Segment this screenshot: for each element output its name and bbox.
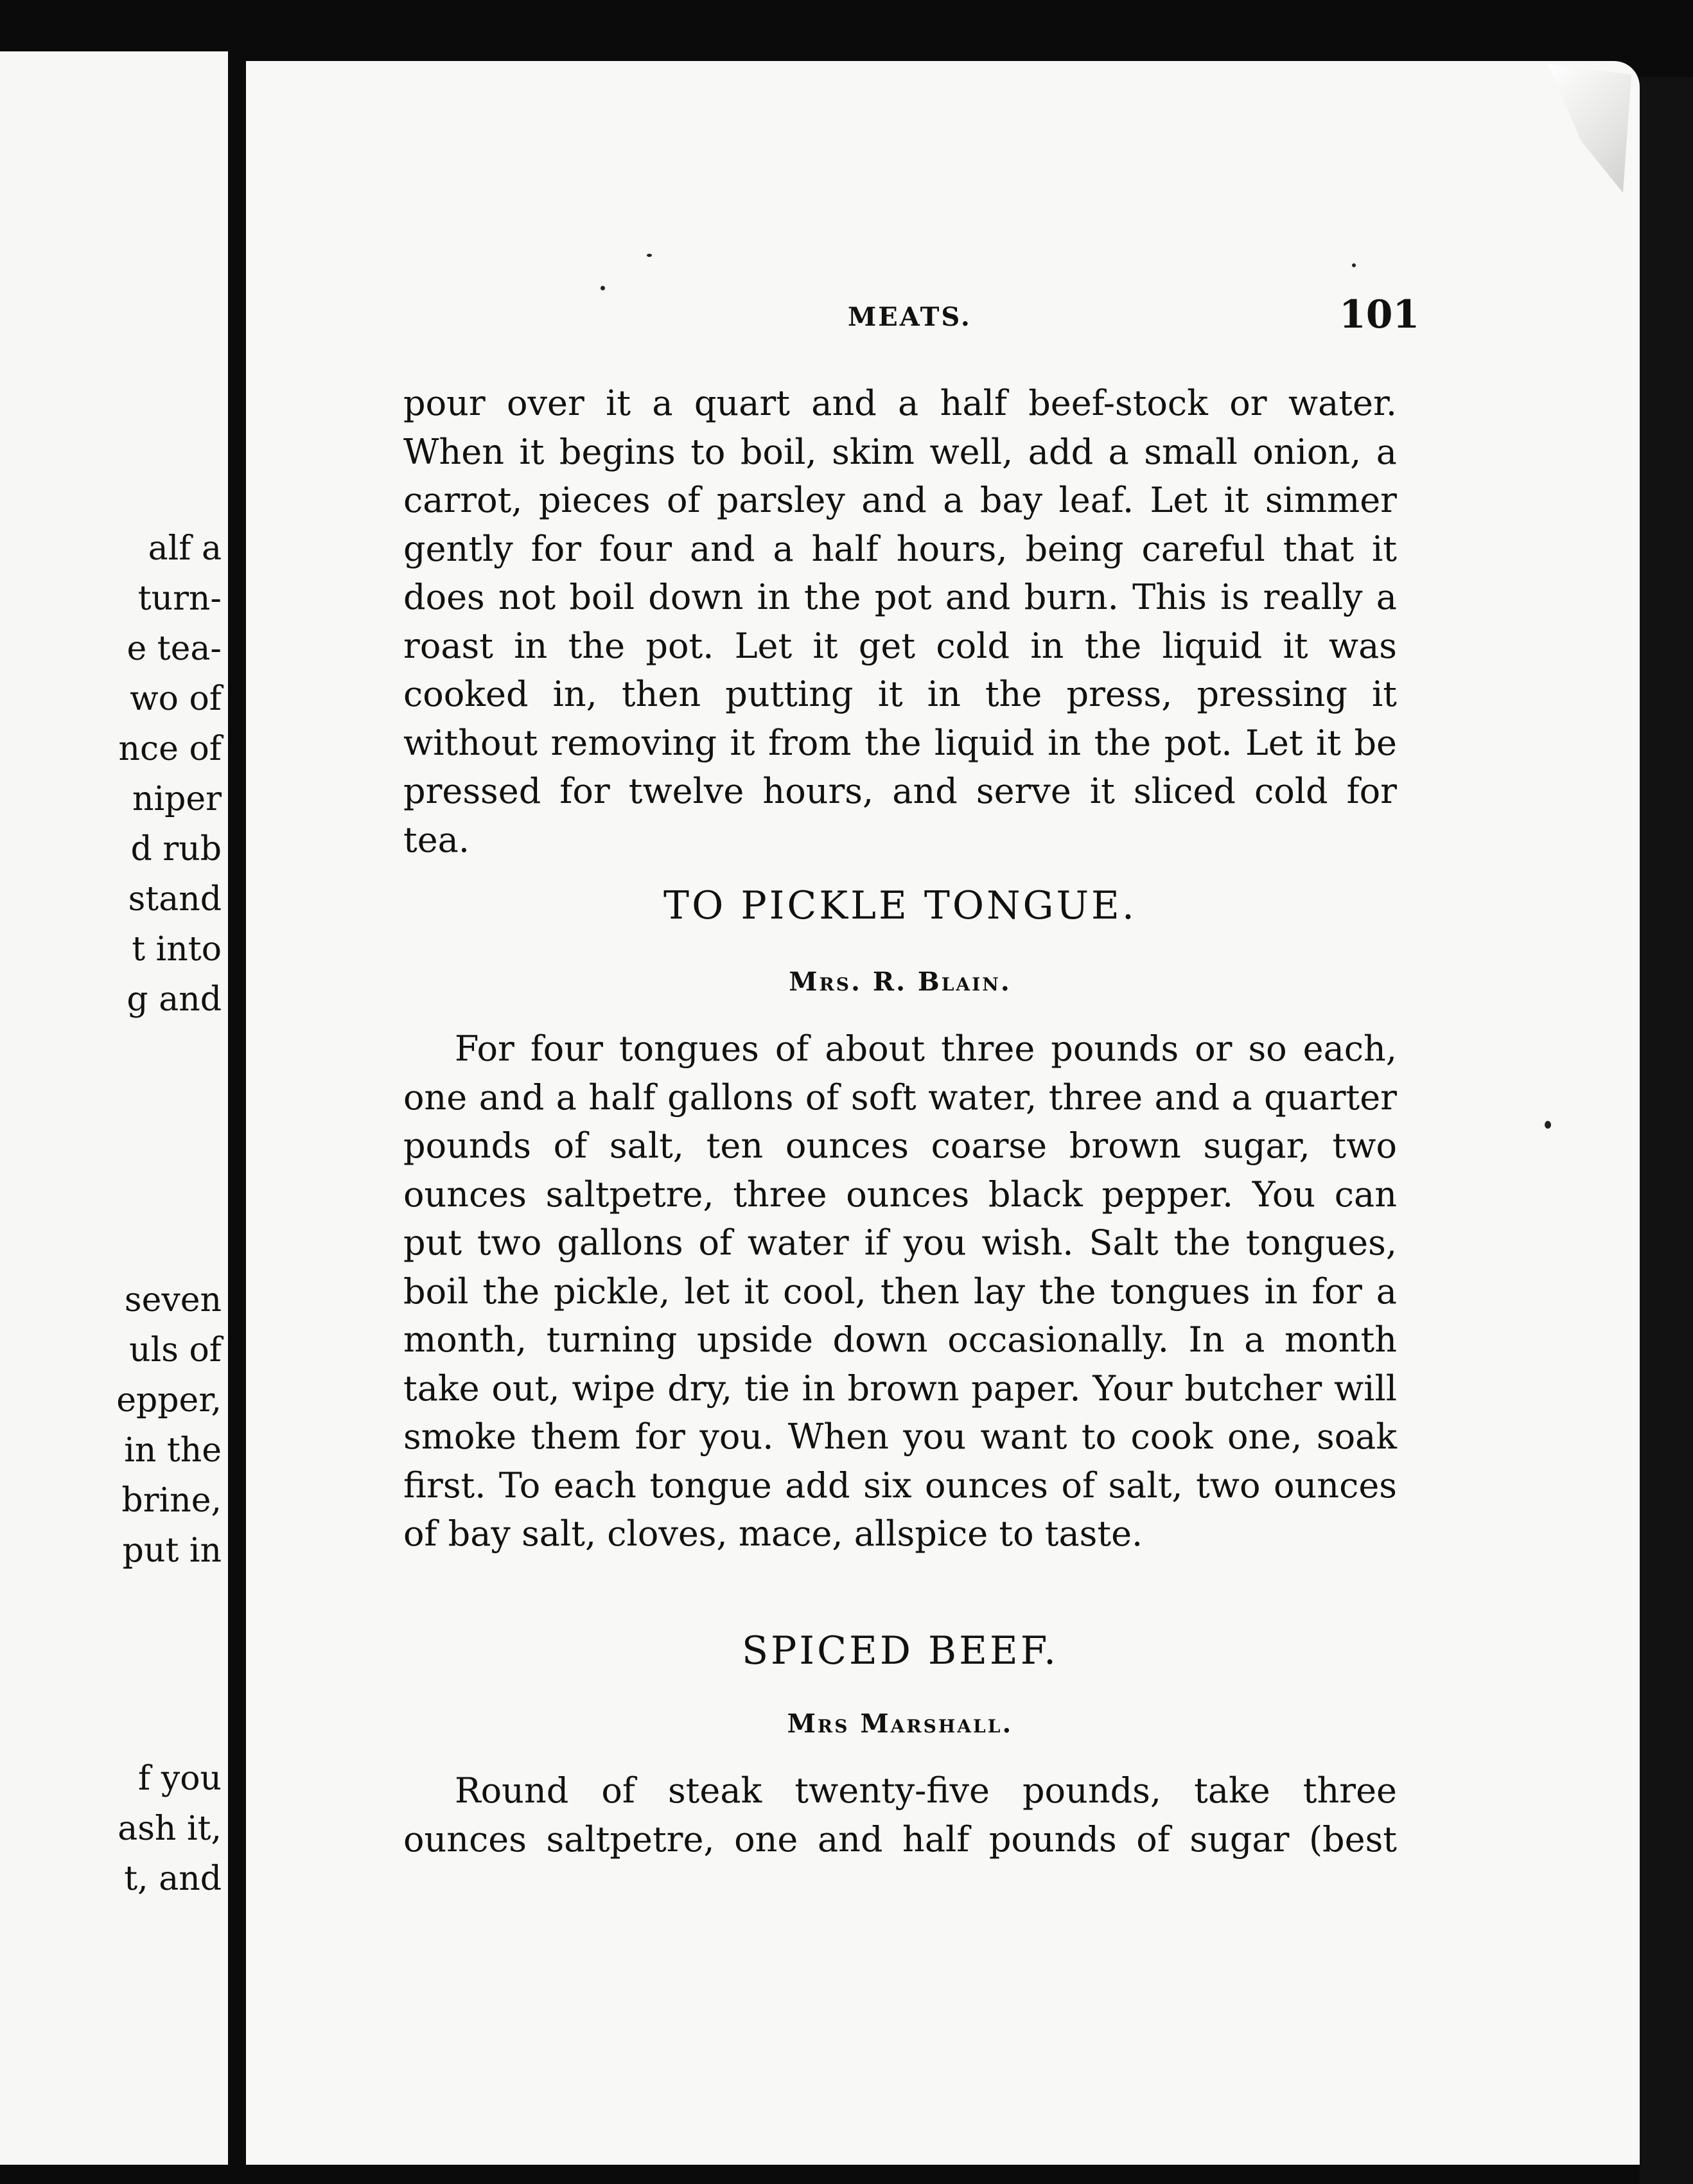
left-page-text-fragment: ash it, <box>118 1810 222 1848</box>
left-page-text-fragment: e tea- <box>127 630 222 668</box>
left-page-text-fragment: niper <box>132 780 222 818</box>
left-page-text-fragment: uls of <box>129 1331 222 1369</box>
page-number: 101 <box>1339 292 1420 337</box>
recipe-text-spiced-beef <box>403 1766 1397 1863</box>
book-gutter <box>228 45 246 2184</box>
recipe-title-pickle-tongue: TO PICKLE TONGUE. <box>663 883 1137 928</box>
left-page-text-fragment: wo of <box>130 680 222 718</box>
recipe-text-pickle-tongue-body: For four tongues of about three pounds or so each, one and a half gallons of soft water, three and a quarter pounds of salt, ten ounces coarse brown sugar, two ounces saltpetre, three ounces black pepper. You can put two gallons of water if you wish. Salt the tongues, boil the pickle, let it cool, then lay the tongues in for a month, turning upside down occasionally. In a month take out, wipe dry, tie in brown paper. Your butcher will smoke them for you. When you want to cook one, soak first. To each tongue add six ounces of salt, two ounces of bay salt, cloves, mace, allspice to taste. <box>403 1028 1397 1554</box>
left-page-text-fragment: t, and <box>124 1860 222 1898</box>
continuation-paragraph: pour over it a quart and a half beef-stock or water. When it begins to boil, skim well, add a small onion, a carrot, pieces of parsley and a bay leaf. Let it simmer gently for four and a half hours, being careful that it does not boil down in the pot and burn. This is really a roast in the pot. Let it get cold in the liquid it was cooked in, then putting it in the press, pressing it without removing it from the liquid in the pot. Let it be pressed for twelve hours, and serve it sliced cold for tea. <box>403 383 1397 860</box>
left-page-text-fragment: put in <box>122 1531 222 1570</box>
print-speck <box>647 254 652 257</box>
recipe-title-spiced-beef: SPICED BEEF. <box>741 1628 1059 1673</box>
left-page-text-fragment: epper, <box>116 1381 222 1420</box>
print-speck <box>1352 263 1356 267</box>
recipe-author-spiced-beef: Mrs Marshall. <box>787 1709 1013 1739</box>
left-page-text-fragment: d rub <box>130 830 222 868</box>
left-page-fragment <box>0 51 228 2165</box>
left-page-text-fragment: brine, <box>121 1481 222 1520</box>
left-page-text-fragment: in the <box>124 1431 222 1470</box>
left-page-text-fragment: f you <box>138 1759 222 1798</box>
recipe-author-pickle-tongue: Mrs. R. Blain. <box>789 967 1012 997</box>
left-page-text-fragment: g and <box>127 980 222 1019</box>
left-page-text-fragment: stand <box>128 880 222 919</box>
left-page-text-fragment: seven <box>124 1281 222 1319</box>
running-head: MEATS. <box>848 302 972 332</box>
left-page-text-fragment: alf a <box>148 529 222 568</box>
left-page-text-fragment: nce of <box>118 730 222 768</box>
recipe-text-spiced-beef-body: Round of steak twenty-five pounds, take three ounces saltpetre, one and half pounds of sugar (best <box>403 1770 1397 1860</box>
page-edge <box>1640 77 1693 2184</box>
print-speck <box>1545 1121 1551 1129</box>
left-page-text-fragment: t into <box>132 930 222 969</box>
print-speck <box>601 286 605 290</box>
left-page-text-fragment: turn- <box>137 579 222 618</box>
recipe-text-pickle-tongue <box>403 1025 1397 1558</box>
